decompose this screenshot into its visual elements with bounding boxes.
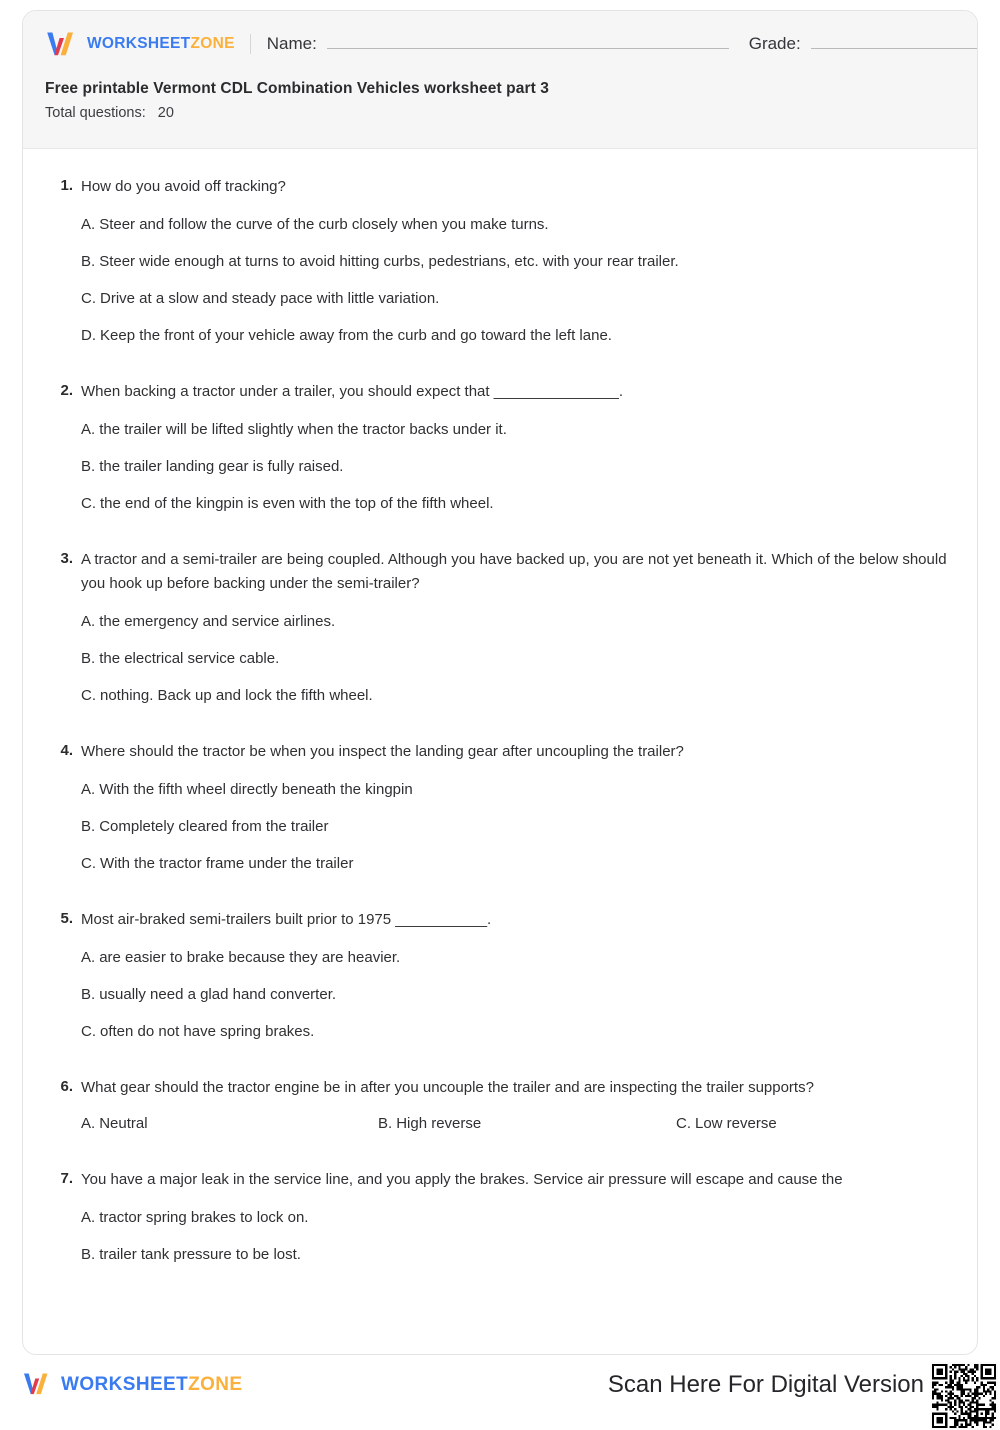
worksheetzone-w-logo-icon <box>45 31 78 57</box>
question-text: You have a major leak in the service line, and you apply the brakes. Service air pressure will escape and cause the <box>81 1171 843 1189</box>
option-text: the trailer will be lifted slightly when the tractor backs under it. <box>99 420 507 438</box>
answer-option[interactable] <box>81 771 947 808</box>
option-letter: B. <box>81 457 96 475</box>
option-letter: C. <box>81 289 96 307</box>
question-number: 5. <box>60 909 73 927</box>
question-item <box>53 908 947 1050</box>
grade-field[interactable] <box>749 34 978 54</box>
option-text: tractor spring brakes to lock on. <box>99 1209 309 1226</box>
option-letter: B. <box>378 1115 393 1133</box>
option-letter: A. <box>81 1209 96 1226</box>
option-letter: A. <box>81 613 96 630</box>
option-letter: C. <box>81 687 96 704</box>
brand-word-second: ZONE <box>190 35 235 53</box>
answer-option[interactable] <box>81 845 947 882</box>
answer-option[interactable] <box>81 808 947 845</box>
question-number: 1. <box>60 177 73 194</box>
question-number: 4. <box>60 742 73 759</box>
total-questions-label: Total questions: <box>45 105 146 121</box>
question-body <box>81 1168 947 1273</box>
question-item <box>53 548 947 715</box>
answer-options <box>81 1199 947 1273</box>
question-text: When backing a tractor under a trailer, you should expect that _______________. <box>81 382 624 400</box>
option-text: Low reverse <box>695 1115 777 1133</box>
name-field[interactable] <box>267 34 729 54</box>
option-letter: A. <box>81 420 96 438</box>
question-text: A tractor and a semi-trailer are being coupled. Although you have backed up, you are not yet beneath it. Which of the below should you hook up before backing under the semi-trailer? <box>81 550 947 593</box>
answer-option[interactable] <box>81 640 947 677</box>
question-item <box>53 175 947 354</box>
option-letter: C. <box>81 494 96 512</box>
answer-option[interactable] <box>378 1108 676 1142</box>
brand-wordmark <box>87 36 235 52</box>
qr-code-icon[interactable] <box>930 1362 998 1430</box>
answer-options <box>81 603 947 714</box>
option-letter: A. <box>81 215 96 233</box>
answer-option[interactable] <box>81 1199 947 1236</box>
name-label: Name: <box>266 34 317 53</box>
name-input-rule[interactable] <box>327 35 729 49</box>
answer-option[interactable] <box>81 976 947 1013</box>
worksheet-page <box>22 10 978 1355</box>
option-letter: A. <box>81 780 96 798</box>
option-text: trailer tank pressure to be lost. <box>99 1246 301 1263</box>
answer-option[interactable] <box>81 485 947 522</box>
answer-options <box>81 206 947 354</box>
answer-options <box>81 771 947 882</box>
question-item <box>53 1168 947 1273</box>
question-text: Most air-braked semi-trailers built prior to 1975 ___________. <box>81 910 492 928</box>
option-text: With the tractor frame under the trailer <box>100 854 354 872</box>
option-text: Drive at a slow and steady pace with little variation. <box>100 289 440 307</box>
answer-option[interactable] <box>81 1236 947 1273</box>
questions-list <box>23 149 977 1273</box>
answer-options <box>81 411 947 522</box>
question-item <box>53 380 947 522</box>
worksheetzone-w-logo-icon <box>22 1370 52 1398</box>
question-text: Where should the tractor be when you inspect the landing gear after uncoupling the trailer? <box>81 743 684 760</box>
option-letter: D. <box>81 326 96 344</box>
answer-option[interactable] <box>81 1013 947 1050</box>
option-text: the end of the kingpin is even with the top of the fifth wheel. <box>100 494 494 512</box>
total-questions <box>45 105 955 121</box>
option-text: usually need a glad hand converter. <box>99 985 337 1003</box>
question-body <box>81 908 947 1050</box>
question-number: 7. <box>60 1170 73 1188</box>
option-text: the electrical service cable. <box>99 650 280 667</box>
question-item <box>53 1076 947 1143</box>
option-letter: C. <box>81 854 96 872</box>
option-text: often do not have spring brakes. <box>100 1022 315 1040</box>
option-letter: A. <box>81 948 96 966</box>
answer-option[interactable] <box>81 1108 378 1142</box>
option-text: High reverse <box>396 1115 482 1133</box>
option-letter: B. <box>81 1246 96 1263</box>
option-text: With the fifth wheel directly beneath the kingpin <box>99 780 413 798</box>
option-letter: C. <box>676 1115 691 1133</box>
answer-option[interactable] <box>81 206 947 243</box>
question-text: How do you avoid off tracking? <box>81 178 286 195</box>
footer-brand-wordmark <box>61 1375 243 1394</box>
option-letter: C. <box>81 1022 96 1040</box>
option-letter: B. <box>81 985 96 1003</box>
question-body <box>81 740 947 882</box>
scan-prompt-text: Scan Here For Digital Version <box>607 1371 924 1398</box>
footer-brand-word-second: ZONE <box>188 1373 243 1395</box>
option-letter: B. <box>81 252 96 270</box>
option-text: the emergency and service airlines. <box>99 613 336 630</box>
answer-options <box>81 1108 947 1142</box>
option-text: Steer and follow the curve of the curb closely when you make turns. <box>99 215 549 233</box>
option-text: Steer wide enough at turns to avoid hitting curbs, pedestrians, etc. with your rear trailer. <box>99 252 679 270</box>
answer-option[interactable] <box>676 1108 947 1142</box>
question-body <box>81 380 947 522</box>
answer-option[interactable] <box>81 280 947 317</box>
answer-option[interactable] <box>81 677 947 714</box>
option-letter: B. <box>81 817 96 835</box>
answer-option[interactable] <box>81 939 947 976</box>
option-text: the trailer landing gear is fully raised. <box>99 457 344 475</box>
footer-brand-word-first: WORKSHEET <box>61 1373 189 1395</box>
header-top-row <box>45 27 955 61</box>
answer-option[interactable] <box>81 317 947 354</box>
worksheet-header <box>23 11 977 149</box>
answer-option[interactable] <box>81 243 947 280</box>
option-text: Neutral <box>99 1115 148 1133</box>
option-letter: B. <box>81 650 96 667</box>
answer-option[interactable] <box>81 448 947 485</box>
footer-brand-logo[interactable] <box>22 1370 243 1398</box>
question-body <box>81 1076 947 1143</box>
answer-options <box>81 939 947 1050</box>
option-text: are easier to brake because they are heavier. <box>99 948 401 966</box>
page-title: Free printable Vermont CDL Combination Vehicles worksheet part 3 <box>45 80 549 97</box>
question-item <box>53 740 947 882</box>
question-body <box>81 548 947 715</box>
header-divider <box>250 34 251 54</box>
total-questions-count: 20 <box>157 105 174 121</box>
option-text: Completely cleared from the trailer <box>99 817 329 835</box>
question-body <box>81 175 947 354</box>
question-text: What gear should the tractor engine be in after you uncouple the trailer and are inspecting the trailer supports? <box>81 1078 814 1096</box>
grade-label: Grade: <box>748 34 801 53</box>
page-footer <box>0 1362 1000 1414</box>
qr-code-graphic <box>932 1364 996 1428</box>
answer-option[interactable] <box>81 411 947 448</box>
answer-option[interactable] <box>81 603 947 640</box>
question-number: 6. <box>60 1077 73 1095</box>
option-letter: A. <box>81 1115 96 1133</box>
option-text: nothing. Back up and lock the fifth wheel. <box>100 687 373 704</box>
option-text: Keep the front of your vehicle away from the curb and go toward the left lane. <box>100 326 612 344</box>
brand-word-first: WORKSHEET <box>87 35 191 53</box>
brand-logo[interactable] <box>45 31 235 57</box>
grade-input-rule[interactable] <box>811 35 978 49</box>
question-number: 3. <box>60 549 73 567</box>
question-number: 2. <box>60 381 73 399</box>
